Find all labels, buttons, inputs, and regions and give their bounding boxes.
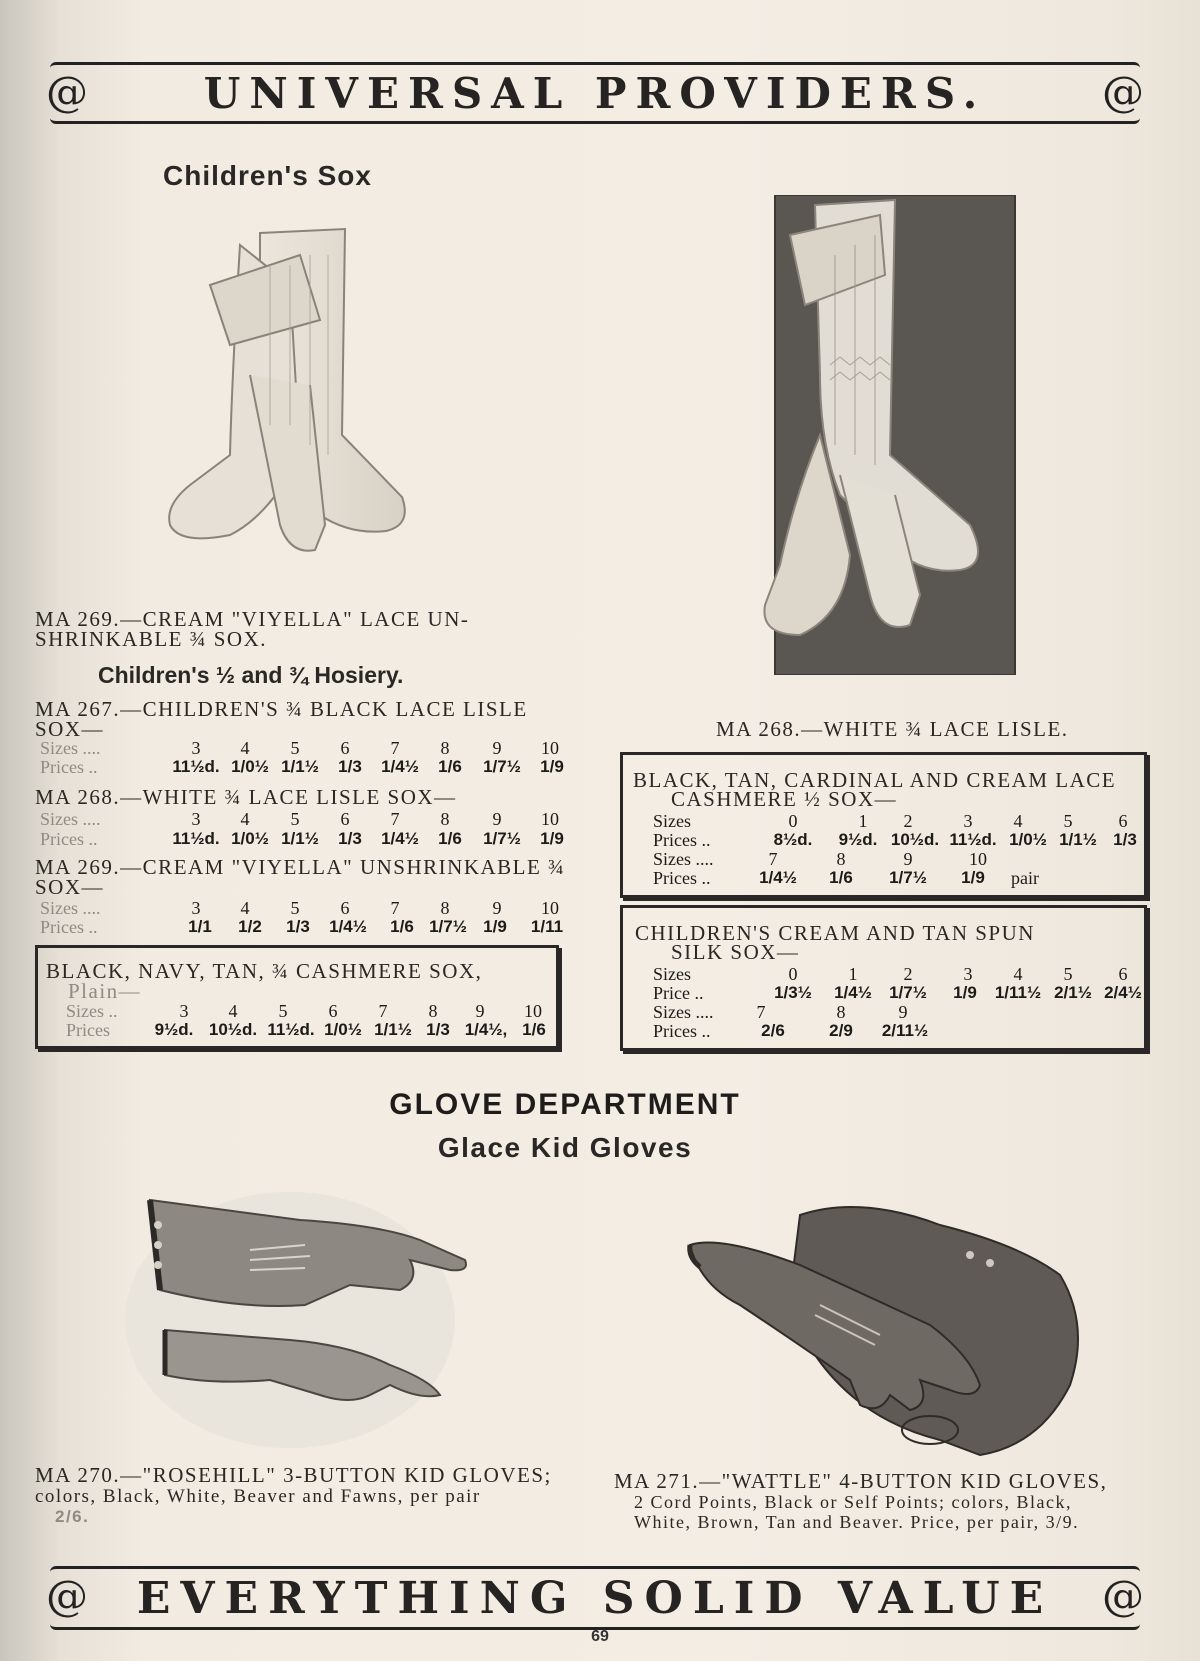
price-cell: 1/9 <box>540 757 564 776</box>
lace-cashmere-box <box>620 752 1147 898</box>
size-cell: 6 <box>328 1001 338 1021</box>
price-cell: 1/1 <box>188 917 212 936</box>
ma270-caption-line2: colors, Black, White, Beaver and Fawns, per pair <box>35 1486 481 1507</box>
price-cell: 1/6 <box>390 917 414 936</box>
prices-label: Prices <box>66 1020 110 1040</box>
table-267-title: MA 267.—CHILDREN'S ¾ BLACK LACE LISLE <box>35 697 528 721</box>
glace-kid-gloves-heading: Glace Kid Gloves <box>437 1132 693 1163</box>
size-cell: 10 <box>541 809 559 829</box>
price-cell: 1/6 <box>438 829 462 848</box>
price-cell: 1/4½ <box>381 757 419 776</box>
price-cell: 1/7½ <box>429 917 467 936</box>
size-cell: 10 <box>541 898 559 918</box>
size-cell: 4 <box>228 1001 238 1021</box>
size-cell: 9 <box>898 1002 908 1022</box>
price-cell: 2/6 <box>761 1021 785 1040</box>
price-cell: 1/0½ <box>231 757 269 776</box>
price-cell: 1/9 <box>961 868 985 887</box>
sizes-label: Sizes .... <box>40 898 101 918</box>
size-cell: 5 <box>290 898 300 918</box>
price-cell: 1/3 <box>1113 830 1137 849</box>
prices-label: Price .. <box>653 983 704 1003</box>
size-cell: 9 <box>475 1001 485 1021</box>
price-cell: 1/9 <box>953 983 977 1002</box>
size-cell: 9 <box>492 738 502 758</box>
size-cell: 8 <box>836 1002 846 1022</box>
price-cell: 1/7½ <box>483 829 521 848</box>
price-cell: 9½d. <box>838 830 878 849</box>
price-cell: 11½d. <box>267 1020 315 1039</box>
size-cell: 4 <box>240 809 250 829</box>
size-cell: 7 <box>390 898 400 918</box>
price-cell: 1/4½ <box>381 829 419 848</box>
price-cell: 1/6 <box>829 868 853 887</box>
price-cell: 1/9 <box>483 917 507 936</box>
price-cell: 1/7½ <box>889 868 927 887</box>
sizes-label: Sizes .... <box>40 809 101 829</box>
size-cell: 4 <box>240 738 250 758</box>
rosehill-gloves-illustration <box>120 1180 480 1450</box>
size-cell: 10 <box>524 1001 542 1021</box>
price-cell: 1/0½ <box>324 1020 362 1039</box>
price-cell: 2/9 <box>829 1021 853 1040</box>
size-cell: 5 <box>278 1001 288 1021</box>
price-cell: 1/4½ <box>759 868 797 887</box>
size-cell: 2 <box>903 811 913 831</box>
size-cell: 3 <box>191 898 201 918</box>
cashmere-sox-box <box>35 945 559 1049</box>
price-cell: 1/11 <box>530 917 564 936</box>
price-cell: 1/3 <box>286 917 310 936</box>
ma271-caption-line2: 2 Cord Points, Black or Self Points; colors, Black, <box>634 1492 1072 1512</box>
price-cell: 1/4½ <box>329 917 367 936</box>
prices-label: Prices .. <box>40 757 98 777</box>
price-cell: 1/0½ <box>231 829 269 848</box>
lace-cashmere-title-cont: CASHMERE ½ SOX— <box>671 787 898 811</box>
size-cell: 8 <box>440 738 450 758</box>
price-cell: 11½d. <box>172 757 220 776</box>
price-cell: 1/6 <box>438 757 462 776</box>
sox-illustration-ma268 <box>720 195 1050 675</box>
size-cell: 7 <box>390 809 400 829</box>
sizes-label: Sizes <box>653 964 691 984</box>
page-number: 69 <box>591 1628 609 1645</box>
ma271-caption-line3: White, Brown, Tan and Beaver. Price, per pair, 3/9. <box>634 1512 1080 1532</box>
sizes-label: Sizes .. <box>66 1001 118 1021</box>
size-cell: 0 <box>788 811 798 831</box>
table-268-title: MA 268.—WHITE ¾ LACE LISLE SOX— <box>35 785 457 809</box>
footer-banner <box>46 1566 1144 1630</box>
size-cell: 6 <box>340 898 350 918</box>
size-cell: 5 <box>1063 811 1073 831</box>
price-cell: 1/1½ <box>281 757 319 776</box>
price-cell: 1/1½ <box>281 829 319 848</box>
size-cell: 2 <box>903 964 913 984</box>
cashmere-sox-title: BLACK, NAVY, TAN, ¾ CASHMERE SOX, <box>46 959 483 983</box>
ma270-caption-line3: 2/6. <box>55 1507 90 1526</box>
wattle-gloves-illustration <box>680 1185 1100 1475</box>
size-cell: 7 <box>768 849 778 869</box>
size-cell: 5 <box>290 738 300 758</box>
price-cell: 1/6 <box>522 1020 546 1039</box>
prices-label: Prices .. <box>40 829 98 849</box>
price-cell: 2/4½ <box>1104 983 1142 1002</box>
sizes-label: Sizes .... <box>40 738 101 758</box>
prices-label: Prices .. <box>653 830 711 850</box>
sizes-label: Sizes .... <box>653 849 714 869</box>
header-banner-text: UNIVERSAL PROVIDERS. <box>203 69 987 118</box>
price-cell: 1/0½ <box>1009 830 1047 849</box>
sox-illustration-ma269 <box>150 225 440 585</box>
price-cell: 2/11½ <box>881 1021 929 1040</box>
price-cell: 1/11½ <box>994 983 1042 1002</box>
size-cell: 8 <box>440 809 450 829</box>
price-cell: 1/1½ <box>374 1020 412 1039</box>
right-scroll-ornament: @ <box>1102 67 1144 116</box>
price-cell: 11½d. <box>172 829 220 848</box>
size-cell: 7 <box>378 1001 388 1021</box>
lace-cashmere-title: BLACK, TAN, CARDINAL AND CREAM LACE <box>633 768 1117 792</box>
size-cell: 8 <box>836 849 846 869</box>
spun-silk-sox-box <box>620 905 1147 1051</box>
size-cell: 3 <box>191 809 201 829</box>
size-cell: 5 <box>1063 964 1073 984</box>
price-cell: 1/1½ <box>1059 830 1097 849</box>
size-cell: 4 <box>240 898 250 918</box>
size-cell: 9 <box>492 898 502 918</box>
size-cell: 6 <box>340 809 350 829</box>
unit-label: pair <box>1011 868 1039 888</box>
prices-label: Prices .. <box>653 868 711 888</box>
size-cell: 10 <box>541 738 559 758</box>
price-cell: 11½d. <box>949 830 997 849</box>
size-cell: 6 <box>340 738 350 758</box>
price-cell: 10½d. <box>208 1020 258 1039</box>
size-cell: 1 <box>848 964 858 984</box>
price-cell: 1/3 <box>338 757 362 776</box>
prices-label: Prices .. <box>653 1021 711 1041</box>
price-cell: 1/3½ <box>774 983 812 1002</box>
price-cell: 1/4½, <box>464 1020 508 1039</box>
sizes-label: Sizes <box>653 811 691 831</box>
size-cell: 4 <box>1013 964 1023 984</box>
price-cell: 1/7½ <box>889 983 927 1002</box>
spun-silk-title-cont: SILK SOX— <box>671 940 800 964</box>
left-scroll-ornament: @ <box>46 67 88 116</box>
size-cell: 1 <box>858 811 868 831</box>
price-cell: 1/3 <box>338 829 362 848</box>
size-cell: 7 <box>756 1002 766 1022</box>
size-cell: 3 <box>179 1001 189 1021</box>
price-cell: 10½d. <box>890 830 940 849</box>
footer-banner-text: EVERYTHING SOLID VALUE <box>136 1573 1054 1624</box>
ma271-caption-line1: MA 271.—"WATTLE" 4-BUTTON KID GLOVES, <box>614 1469 1108 1493</box>
price-cell: 1/4½ <box>834 983 872 1002</box>
hosiery-title: Children's ½ and ¾ Hosiery. <box>98 662 404 688</box>
prices-label: Prices .. <box>40 917 98 937</box>
price-cell: 9½d. <box>154 1020 194 1039</box>
ma269-caption-line1: MA 269.—CREAM "VIYELLA" LACE UN- <box>35 607 470 631</box>
size-cell: 10 <box>969 849 987 869</box>
table-267-title-cont: SOX— <box>35 717 105 741</box>
price-cell: 1/9 <box>540 829 564 848</box>
glove-department-heading: GLOVE DEPARTMENT <box>389 1088 741 1121</box>
table-269-title: MA 269.—CREAM "VIYELLA" UNSHRINKABLE ¾ <box>35 855 566 879</box>
right-scroll-ornament: @ <box>1102 1571 1144 1620</box>
ma270-caption-line1: MA 270.—"ROSEHILL" 3-BUTTON KID GLOVES; <box>35 1463 552 1487</box>
price-cell: 2/1½ <box>1054 983 1092 1002</box>
ma268-caption: MA 268.—WHITE ¾ LACE LISLE. <box>716 717 1069 741</box>
ma269-caption-line2: SHRINKABLE ¾ SOX. <box>35 627 268 651</box>
section-title: Children's Sox <box>163 160 372 191</box>
sizes-label: Sizes .... <box>653 1002 714 1022</box>
size-cell: 3 <box>191 738 201 758</box>
table-269-title-cont: SOX— <box>35 875 105 899</box>
size-cell: 9 <box>903 849 913 869</box>
size-cell: 6 <box>1118 811 1128 831</box>
price-cell: 1/3 <box>426 1020 450 1039</box>
size-cell: 8 <box>428 1001 438 1021</box>
size-cell: 7 <box>390 738 400 758</box>
size-cell: 6 <box>1118 964 1128 984</box>
price-cell: 1/2 <box>238 917 262 936</box>
size-cell: 9 <box>492 809 502 829</box>
size-cell: 5 <box>290 809 300 829</box>
left-scroll-ornament: @ <box>46 1571 88 1620</box>
price-cell: 8½d. <box>773 830 813 849</box>
spun-silk-title: CHILDREN'S CREAM AND TAN SPUN <box>635 921 1035 945</box>
header-banner <box>46 62 1144 124</box>
price-cell: 1/7½ <box>483 757 521 776</box>
size-cell: 0 <box>788 964 798 984</box>
cashmere-sox-title-cont: Plain— <box>68 979 142 1003</box>
size-cell: 8 <box>440 898 450 918</box>
size-cell: 3 <box>963 811 973 831</box>
size-cell: 4 <box>1013 811 1023 831</box>
size-cell: 3 <box>963 964 973 984</box>
